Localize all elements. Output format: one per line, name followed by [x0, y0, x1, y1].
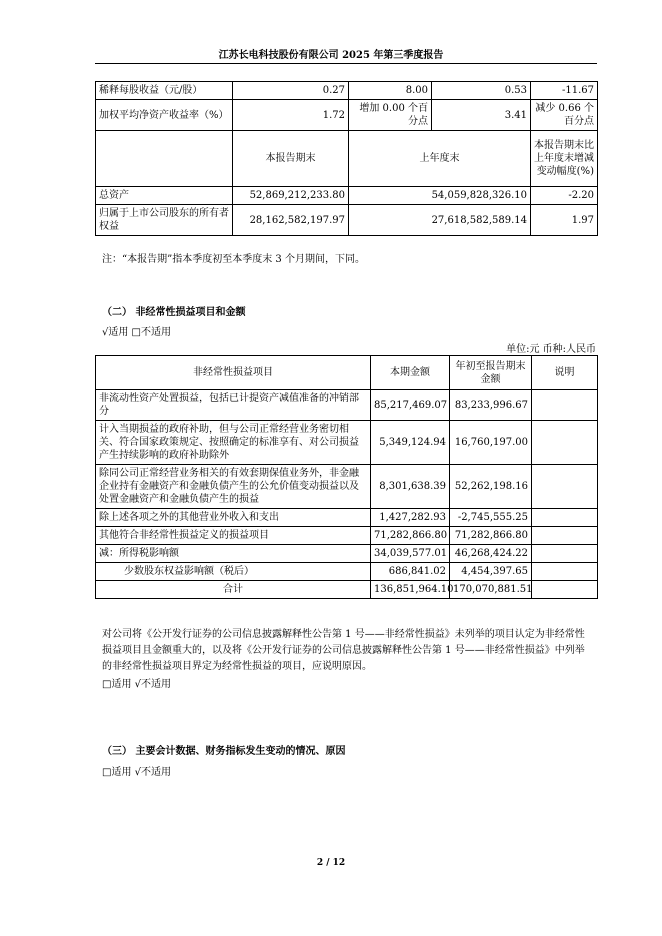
- cell: 16,760,197.00: [450, 421, 532, 465]
- table-row: [96, 509, 598, 527]
- applicability-check: √适用 □不适用: [102, 327, 171, 338]
- cell: [532, 465, 598, 509]
- row-label: 除上述各项之外的其他营业外收入和支出: [96, 509, 371, 527]
- cell: 54,059,828,326.10: [349, 187, 531, 205]
- cell: 0.53: [432, 82, 531, 100]
- row-label: 总资产: [96, 187, 233, 205]
- cell: [532, 545, 598, 563]
- section-title: （二） 非经常性损益项目和金额: [102, 307, 246, 318]
- applicability-check: □适用 √不适用: [102, 679, 171, 690]
- table-total-row: [96, 581, 598, 599]
- cell: 8,301,638.39: [371, 465, 450, 509]
- unit-label: 单位:元 币种:人民币: [506, 344, 596, 355]
- row-label: 减：所得税影响额: [96, 545, 371, 563]
- header-divider: [95, 63, 597, 64]
- row-label: 非流动性资产处置损益，包括已计提资产减值准备的冲销部分: [96, 390, 371, 421]
- row-label: 加权平均净资产收益率（%）: [96, 100, 233, 131]
- row-label: 除同公司正常经营业务相关的有效套期保值业务外，非金融企业持有金融资产和金融负债产生的公允价值变动损益以及处置金融资产和金融负债产生的损益: [96, 465, 371, 509]
- row-label: 少数股东权益影响额（税后）: [96, 563, 371, 581]
- table-row: [96, 545, 598, 563]
- table-row: [96, 563, 598, 581]
- cell: 27,618,582,589.14: [349, 205, 531, 236]
- cell: 170,070,881.51: [450, 581, 532, 599]
- cell: 52,262,198.16: [450, 465, 532, 509]
- row-label: 计入当期损益的政府补助，但与公司正常经营业务密切相关、符合国家政策规定、按照确定的标准享有、对公司损益产生持续影响的政府补助除外: [96, 421, 371, 465]
- cell: 46,268,424.22: [450, 545, 532, 563]
- cell: 71,282,866.80: [450, 527, 532, 545]
- table-row: [96, 527, 598, 545]
- row-label: 合计: [96, 581, 371, 599]
- column-header: 本报告期末比上年度末增减变动幅度(%): [531, 131, 598, 187]
- cell: -2,745,555.25: [450, 509, 532, 527]
- table-row: [96, 187, 598, 205]
- cell: 85,217,469.07: [371, 390, 450, 421]
- cell: 8.00: [349, 82, 432, 100]
- cell: 686,841.02: [371, 563, 450, 581]
- cell: 3.41: [432, 100, 531, 131]
- table-note: 注：“本报告期”指本季度初至本季度末 3 个月期间，下同。: [102, 254, 365, 265]
- column-header: 说明: [532, 356, 598, 390]
- column-header: 非经常性损益项目: [96, 356, 371, 390]
- cell: 1,427,282.93: [371, 509, 450, 527]
- table-row: [96, 465, 598, 509]
- cell: [532, 509, 598, 527]
- non-recurring-table: [95, 355, 598, 599]
- cell: [532, 563, 598, 581]
- cell: 136,851,964.10: [371, 581, 450, 599]
- cell: 5,349,124.94: [371, 421, 450, 465]
- row-label: 稀释每股收益（元/股）: [96, 82, 233, 100]
- page-header: 江苏长电科技股份有限公司 2025 年第三季度报告: [218, 50, 444, 61]
- cell: 52,869,212,233.80: [233, 187, 349, 205]
- column-header: 本期金额: [371, 356, 450, 390]
- cell: -11.67: [531, 82, 598, 100]
- cell: 4,454,397.65: [450, 563, 532, 581]
- cell: [532, 421, 598, 465]
- page-number: 2 / 12: [316, 858, 346, 868]
- cell: 28,162,582,197.97: [233, 205, 349, 236]
- column-header: 年初至报告期末金额: [450, 356, 532, 390]
- explanation-paragraph: 对公司将《公开发行证券的公司信息披露解释性公告第 1 号——非经常性损益》未列举的项目认定为非经常性损益项目且金额重大的，以及将《公开发行证券的公司信息披露解释性公告第 1 号——非经常性损益》中列举的非经常性损益项目界定为经常性损益的项目，应说明原因。: [102, 629, 585, 672]
- cell: 83,233,996.67: [450, 390, 532, 421]
- cell: 71,282,866.80: [371, 527, 450, 545]
- applicability-check: □适用 √不适用: [102, 767, 171, 778]
- table-row: [96, 205, 598, 236]
- cell: -2.20: [531, 187, 598, 205]
- cell: 增加 0.00 个百分点: [349, 100, 432, 131]
- section-title: （三） 主要会计数据、财务指标发生变动的情况、原因: [102, 746, 346, 757]
- column-header: 上年度末: [349, 131, 531, 187]
- cell: 1.72: [233, 100, 349, 131]
- cell: 减少 0.66 个百分点: [531, 100, 598, 131]
- cell: [532, 581, 598, 599]
- cell: [532, 390, 598, 421]
- table-row: [96, 421, 598, 465]
- table-row: [96, 390, 598, 421]
- cell: 34,039,577.01: [371, 545, 450, 563]
- table-row: [96, 100, 598, 131]
- table-header-row: [96, 131, 598, 187]
- row-label: 其他符合非经常性损益定义的损益项目: [96, 527, 371, 545]
- cell: [532, 527, 598, 545]
- cell: 0.27: [233, 82, 349, 100]
- column-header: 本报告期末: [233, 131, 349, 187]
- row-label: 归属于上市公司股东的所有者权益: [96, 205, 233, 236]
- cell: [96, 131, 233, 187]
- table-header-row: [96, 356, 598, 390]
- table-row: [96, 82, 598, 100]
- financial-data-table: [95, 81, 598, 236]
- cell: 1.97: [531, 205, 598, 236]
